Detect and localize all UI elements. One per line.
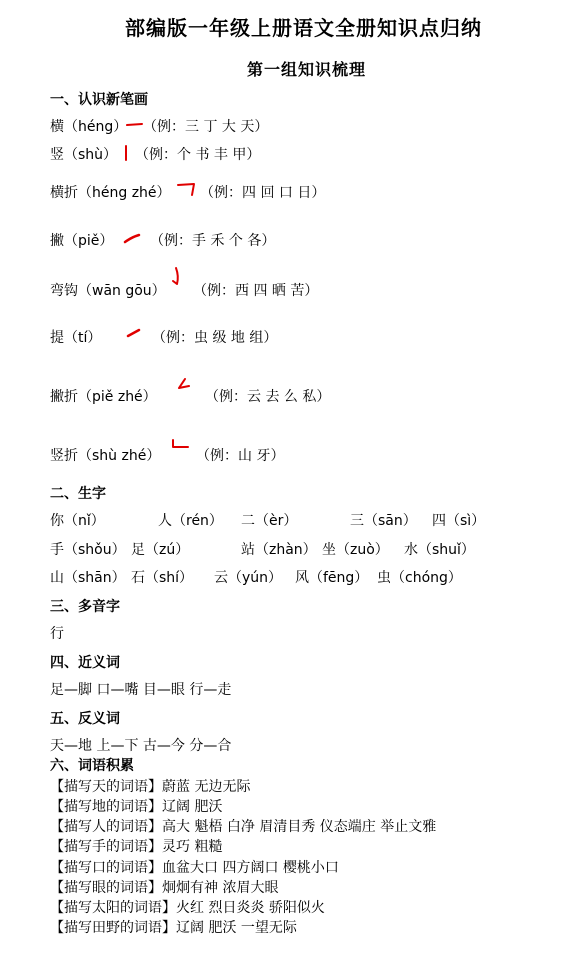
stroke-name-pie: 撇（piě） (50, 233, 114, 249)
piezhe-stroke-icon (175, 376, 193, 396)
vocab-label: 【描写地的词语】 (50, 799, 162, 815)
char-item: 人（rén） (158, 513, 223, 529)
synonyms-text: 足—脚 口—嘴 目—眼 行—走 (50, 682, 232, 698)
vocab-item (50, 816, 436, 836)
vocab-label: 【描写太阳的词语】 (50, 900, 176, 916)
stroke-name-piezhe: 撇折（piě zhé） (50, 389, 157, 405)
hengzhe-stroke-icon (176, 180, 200, 200)
char-item: 坐（zuò） (322, 542, 389, 558)
heng-stroke-icon (125, 118, 145, 130)
char-item: 足（zú） (131, 542, 190, 558)
char-item: 二（èr） (241, 513, 298, 529)
char-item: 风（fēng） (295, 570, 369, 586)
vocab-label: 【描写手的词语】 (50, 839, 162, 855)
vocab-label: 【描写口的词语】 (50, 860, 162, 876)
vocab-words: 高大 魁梧 白净 眉清目秀 仪态端庄 举止文雅 (162, 819, 437, 835)
char-item: 石（shí） (131, 570, 194, 586)
stroke-name-shuzhe: 竖折（shù zhé） (50, 448, 161, 464)
vocab-item (50, 877, 278, 897)
vocab-words: 血盆大口 四方阔口 樱桃小口 (162, 860, 339, 876)
stroke-examples-piezhe: （例：云 去 么 私） (205, 389, 331, 405)
page-title: 部编版一年级上册语文全册知识点归纳 (125, 16, 482, 40)
char-item: 山（shān） (50, 570, 126, 586)
stroke-examples-wangou: （例：西 四 晒 苦） (193, 283, 319, 299)
vocab-item (50, 796, 222, 816)
char-item: 云（yún） (214, 570, 283, 586)
vocab-label: 【描写田野的词语】 (50, 920, 176, 936)
stroke-examples-ti: （例：虫 级 地 组） (152, 330, 278, 346)
vocab-words: 炯炯有神 浓眉大眼 (162, 880, 279, 896)
stroke-name-shu: 竖（shù） (50, 147, 118, 163)
section-heading-characters: 二、生字 (50, 486, 106, 502)
polyphone-text: 行 (50, 626, 64, 642)
vocab-item (50, 857, 339, 877)
char-item: 你（nǐ） (50, 513, 105, 529)
section-heading-strokes: 一、认识新笔画 (50, 92, 148, 108)
stroke-name-heng: 横（héng） (50, 119, 128, 135)
stroke-examples-pie: （例：手 禾 个 各） (150, 233, 276, 249)
ti-stroke-icon (125, 327, 143, 339)
vocab-item (50, 917, 297, 937)
vocab-words: 蔚蓝 无边无际 (162, 779, 251, 795)
antonyms-text: 天—地 上—下 古—今 分—合 (50, 738, 232, 754)
section-heading-polyphones: 三、多音字 (50, 599, 120, 615)
vocab-words: 火红 烈日炎炎 骄阳似火 (176, 900, 325, 916)
stroke-name-wangou: 弯钩（wān gōu） (50, 283, 166, 299)
vocab-item (50, 836, 222, 856)
stroke-examples-shuzhe: （例：山 牙） (196, 448, 285, 464)
char-item: 三（sān） (350, 513, 417, 529)
page-subtitle: 第一组知识梳理 (247, 60, 367, 79)
section-heading-vocabulary: 六、词语积累 (50, 758, 134, 774)
vocab-label: 【描写天的词语】 (50, 779, 162, 795)
stroke-examples-heng: （例：三 丁 大 天） (143, 119, 269, 135)
stroke-name-hengzhe: 横折（héng zhé） (50, 185, 171, 201)
char-item: 站（zhàn） (241, 542, 317, 558)
shu-stroke-icon (121, 144, 131, 164)
vocab-item (50, 897, 325, 917)
vocab-item (50, 776, 250, 796)
vocab-words: 辽阔 肥沃 (162, 799, 223, 815)
stroke-examples-shu: （例：个 书 丰 甲） (135, 147, 261, 163)
vocab-label: 【描写眼的词语】 (50, 880, 162, 896)
char-item: 手（shǒu） (50, 542, 126, 558)
char-item: 虫（chóng） (377, 570, 462, 586)
stroke-examples-hengzhe: （例：四 回 口 日） (200, 185, 326, 201)
shuzhe-stroke-icon (170, 438, 192, 452)
vocab-words: 灵巧 粗糙 (162, 839, 223, 855)
pie-stroke-icon (122, 231, 144, 245)
section-heading-synonyms: 四、近义词 (50, 655, 120, 671)
char-item: 水（shuǐ） (404, 542, 475, 558)
section-heading-antonyms: 五、反义词 (50, 711, 120, 727)
wangou-stroke-icon (170, 266, 184, 292)
stroke-name-ti: 提（tí） (50, 330, 102, 346)
char-item: 四（sì） (432, 513, 486, 529)
vocab-label: 【描写人的词语】 (50, 819, 162, 835)
vocab-words: 辽阔 肥沃 一望无际 (176, 920, 297, 936)
